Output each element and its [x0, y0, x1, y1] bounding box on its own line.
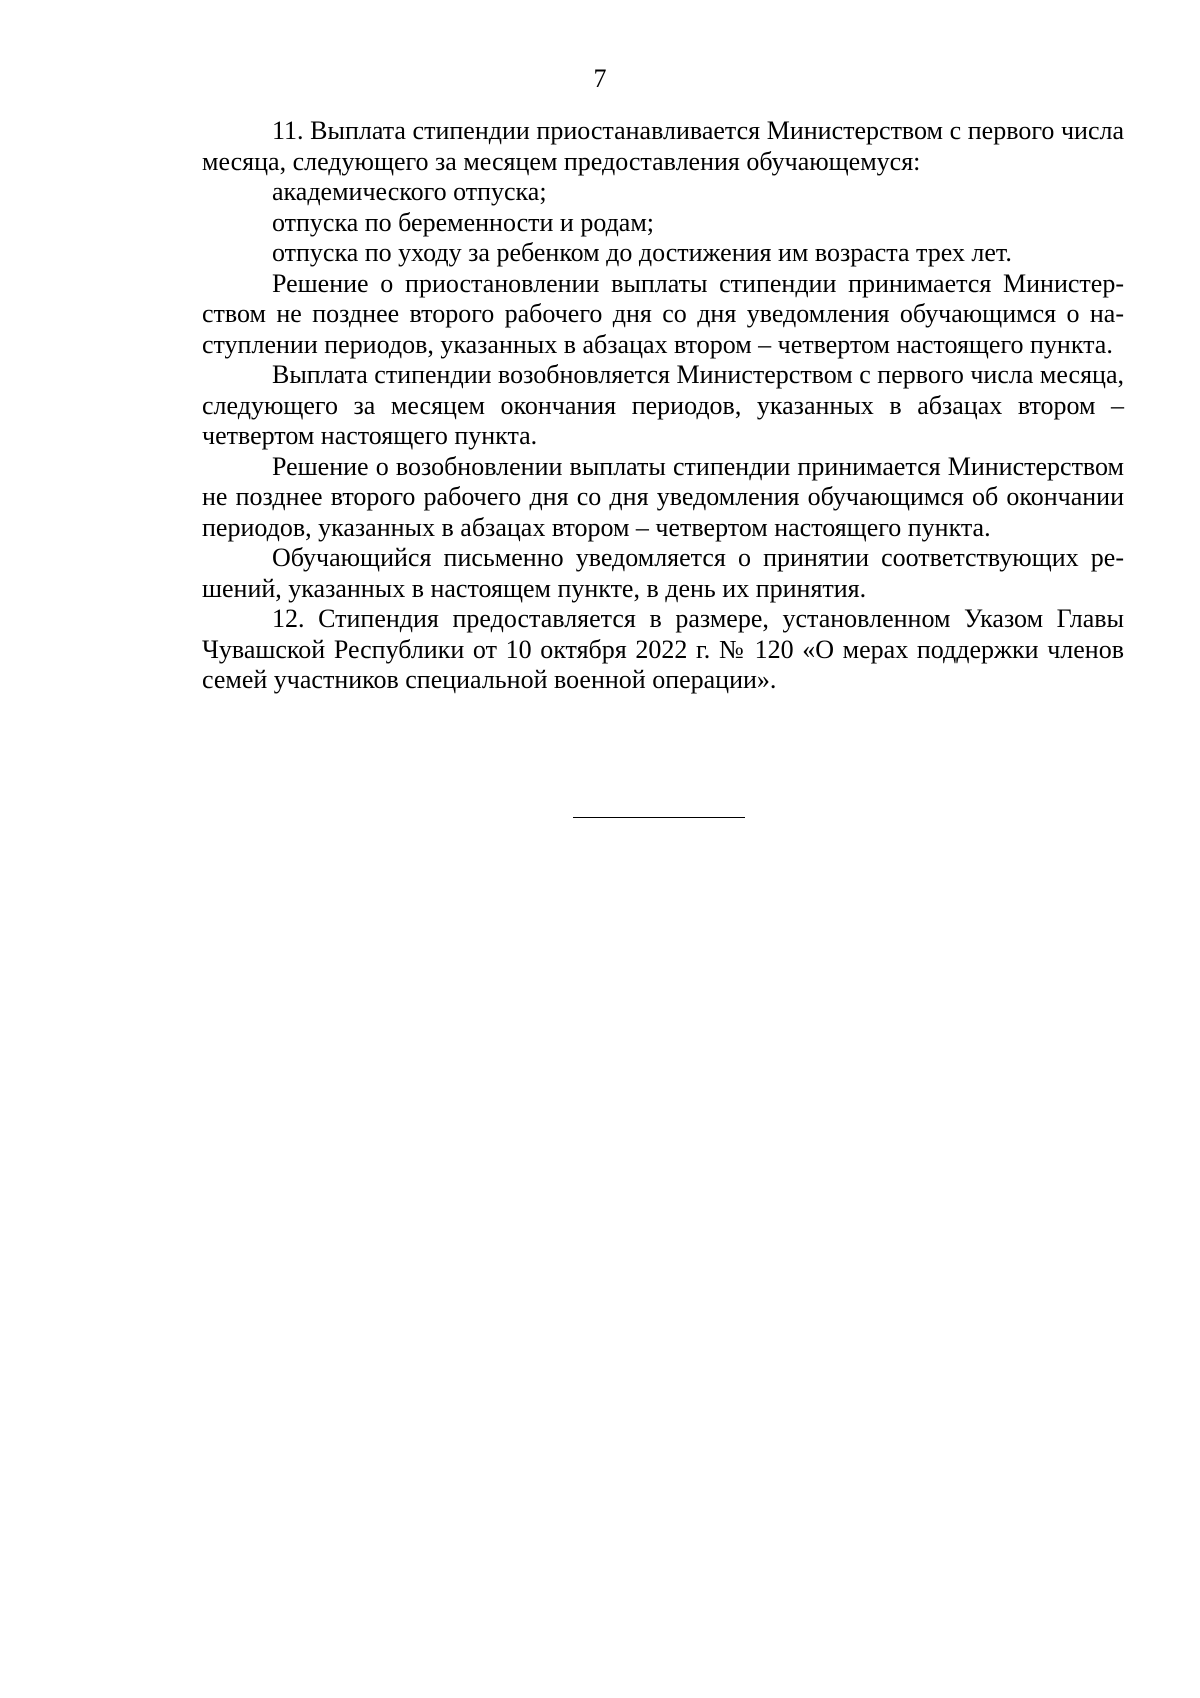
document-body — [202, 116, 1124, 696]
paragraph-notification: Обучающийся письменно уведомляется о принятии соответствующих решений, указанных в настоящем пункте, в день их принятия. — [202, 543, 1124, 603]
list-item-maternity-leave: отпуска по беременности и родам; — [272, 207, 655, 237]
page-number: 7 — [593, 64, 607, 93]
list-item-academic-leave: академического отпуска; — [272, 177, 547, 206]
list-item-childcare-leave: отпуска по уходу за ребенком до достижения им возраста трех лет. — [272, 238, 1012, 267]
paragraph-11-intro: 11. Выплата стипендии приостанавливается Министерством с первого числа месяца, следующего за месяцем предоставления обучающемуся: — [202, 116, 1124, 176]
paragraph-resumption: Выплата стипендии возобновляется Министерством с первого числа месяца, следующего за месяцем окончания периодов, указанных в абзацах втором – четвертом настоящего пункта. — [202, 360, 1124, 450]
closing-rule — [573, 817, 745, 818]
paragraph-12-amount: 12. Стипендия предоставляется в размере, установленном Указом Главы Чувашской Республики от 10 октября 2022 г. № 120 «О мерах поддержки членов семей участников специальной военной операции». — [202, 604, 1124, 694]
paragraph-suspension-decision: Решение о приостановлении выплаты стипендии принимается Министерством не позднее второго рабочего дня со дня уведомления обучающимся о наступлении периодов, указанных в абзацах втором – четвертом настоящего пункта. — [202, 268, 1124, 359]
paragraph-resumption-decision: Решение о возобновлении выплаты стипендии принимается Министерством не позднее второго рабочего дня со дня уведомления обучающимся об окончании периодов, указанных в абзацах втором – четвертом настоящего пункта. — [202, 451, 1124, 542]
